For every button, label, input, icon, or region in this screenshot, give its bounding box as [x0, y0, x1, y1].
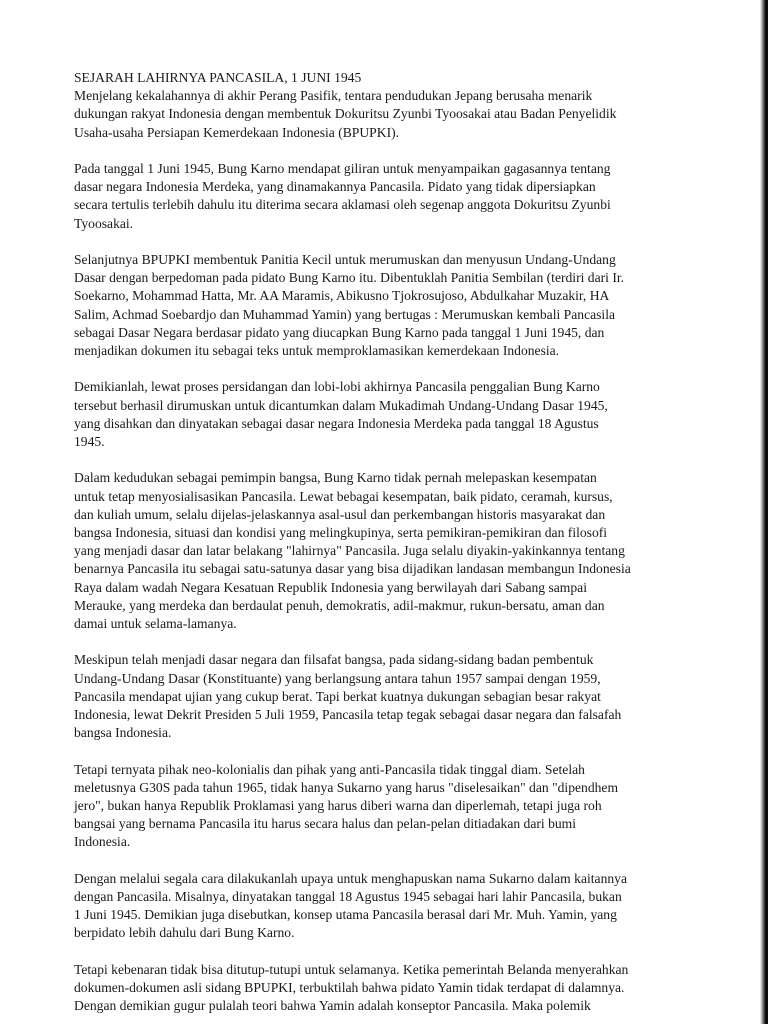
text-line: 1945. — [74, 434, 105, 450]
text-line: Meskipun telah menjadi dasar negara dan filsafat bangsa, pada sidang-sidang badan pembentuk — [74, 652, 594, 668]
text-line: yang disahkan dan dinyatakan sebagai dasar negara Indonesia Merdeka pada tanggal 18 Agustus — [74, 415, 599, 431]
text-line: berpidato lebih dahulu dari Bung Karno. — [74, 925, 295, 941]
text-line: dengan Pancasila. Misalnya, dinyatakan tanggal 18 Agustus 1945 sebagai hari lahir Pancasila, bukan — [74, 889, 622, 905]
text-line: menjadikan dokumen itu sebagai teks untuk memproklamasikan kemerdekaan Indonesia. — [74, 343, 560, 359]
text-line: Indonesia, lewat Dekrit Presiden 5 Juli 1959, Pancasila tetap tegak sebagai dasar negara dan falsafah — [74, 707, 622, 723]
text-line: Raya dalam wadah Negara Kesatuan Republik Indonesia yang berwilayah dari Sabang sampai — [74, 579, 587, 595]
paragraph — [74, 651, 700, 742]
text-line: Dengan melalui segala cara dilakukanlah upaya untuk menghapuskan nama Sukarno dalam kaitannya — [74, 870, 627, 886]
text-line: tersebut berhasil dirumuskan untuk dicantumkan dalam Mukadimah Undang-Undang Dasar 1945, — [74, 397, 608, 413]
paragraph — [74, 160, 700, 233]
text-line: dokumen-dokumen asli sidang BPUPKI, terbuktilah bahwa pidato Yamin tidak terdapat di dalamnya. — [74, 980, 625, 996]
text-line: Salim, Achmad Soebardjo dan Muhammad Yamin) yang bertugas : Merumuskan kembali Pancasila — [74, 306, 616, 322]
paragraph — [74, 870, 700, 943]
text-line: Selanjutnya BPUPKI membentuk Panitia Kecil untuk merumuskan dan menyusun Undang-Undang — [74, 252, 616, 267]
text-line: meletusnya G30S pada tahun 1965, tidak hanya Sukarno yang harus "diselesaikan" dan "dipendhem — [74, 779, 619, 795]
paragraph — [74, 761, 700, 852]
text-line: Demikianlah, lewat proses persidangan dan lobi-lobi akhirnya Pancasila penggalian Bung Karno — [74, 379, 600, 395]
text-line: dasar negara Indonesia Merdeka, yang dinamakannya Pancasila. Pidato yang tidak dipersiapkan — [74, 179, 596, 195]
text-line: 1 Juni 1945. Demikian juga disebutkan, konsep utama Pancasila berasal dari Mr. Muh. Yamin, yang — [74, 907, 617, 923]
text-line: Dalam kedudukan sebagai pemimpin bangsa, Bung Karno tidak pernah melepaskan kesempatan — [74, 470, 597, 486]
text-line: Tetapi ternyata pihak neo-kolonialis dan pihak yang anti-Pancasila tidak tinggal diam. Setelah — [74, 761, 585, 777]
text-line: bangsai yang bernama Pancasila itu harus secara halus dan pelan-pelan ditiadakan dari bumi — [74, 816, 577, 832]
paragraph — [74, 251, 700, 360]
text-line: sebagai Dasar Negara berdasar pidato yang diucapkan Bung Karno pada tanggal 1 Juni 1945, dan — [74, 324, 605, 340]
text-line: Usaha-usaha Persiapan Kemerdekaan Indonesia (BPUPKI). — [74, 124, 400, 140]
text-line: yang menjadi dasar dan latar belakang "lahirnya" Pancasila. Juga selalu diyakin-yakinkannya tentang — [74, 543, 625, 559]
text-line: Tetapi kebenaran tidak bisa ditutup-tutupi untuk selamanya. Ketika pemerintah Belanda menyerahkan — [74, 961, 629, 977]
text-line: Pancasila mendapat ujian yang cukup berat. Tapi berkat kuatnya dukungan sebagian besar rakyat — [74, 688, 601, 704]
document-title: SEJARAH LAHIRNYA PANCASILA, 1 JUNI 1945 — [74, 70, 362, 85]
text-line: dan kuliah umum, selalu dijelas-jelaskannya asal-usul dan perkembangan historis masyarakat dan — [74, 506, 606, 522]
text-line: Dasar dengan berpedoman pada pidato Bung Karno itu. Dibentuklah Panitia Sembilan (terdiri dari Ir. — [74, 270, 625, 286]
text-line: untuk tetap menyosialisasikan Pancasila. Lewat bebagai kesempatan, baik pidato, ceramah, kursus, — [74, 488, 613, 504]
paragraph — [74, 378, 700, 451]
text-line: Dengan demikian gugur pulalah teori bahwa Yamin adalah konseptor Pancasila. Maka polemik — [74, 998, 591, 1014]
paragraph-list — [74, 87, 700, 1015]
text-line: Tyoosakai. — [74, 215, 134, 231]
text-line: damai untuk selama-lamanya. — [74, 616, 237, 632]
text-line: bangsa Indonesia. — [74, 725, 172, 741]
text-line: Menjelang kekalahannya di akhir Perang Pasifik, tentara pendudukan Jepang berusaha menarik — [74, 88, 593, 104]
text-line: dukungan rakyat Indonesia dengan membentuk Dokuritsu Zyunbi Tyoosakai atau Badan Penyelidik — [74, 106, 617, 122]
text-line: Merauke, yang merdeka dan berdaulat penuh, demokratis, adil-makmur, rukun-bersatu, aman dan — [74, 597, 605, 613]
paragraph — [74, 469, 700, 633]
text-line: jero", bukan hanya Republik Proklamasi yang harus diberi warna dan diperlemah, tetapi juga roh — [74, 798, 602, 814]
text-line: benarnya Pancasila itu sebagai satu-satunya dasar yang bisa dijadikan landasan membangun Indonesia — [74, 561, 631, 577]
paragraph — [74, 961, 700, 1016]
document-body — [74, 69, 700, 1024]
page-edge-shadow — [760, 0, 768, 1024]
paragraph — [74, 87, 700, 142]
text-line: secara tertulis terlebih dahulu itu diterima secara aklamasi oleh segenap anggota Dokuritsu Zyunbi — [74, 197, 611, 213]
text-line: Pada tanggal 1 Juni 1945, Bung Karno mendapat giliran untuk menyampaikan gagasannya tentang — [74, 161, 611, 176]
text-line: Soekarno, Mohammad Hatta, Mr. AA Maramis, Abikusno Tjokrosujoso, Abdulkahar Muzakir, HA — [74, 288, 610, 304]
text-line: bangsa Indonesia, situasi dan kondisi yang melingkupinya, serta pemikiran-pemikiran dan filosofi — [74, 525, 608, 541]
text-line: Indonesia. — [74, 834, 131, 850]
text-line: Undang-Undang Dasar (Konstituante) yang berlangsung antara tahun 1957 sampai dengan 1959, — [74, 670, 601, 686]
